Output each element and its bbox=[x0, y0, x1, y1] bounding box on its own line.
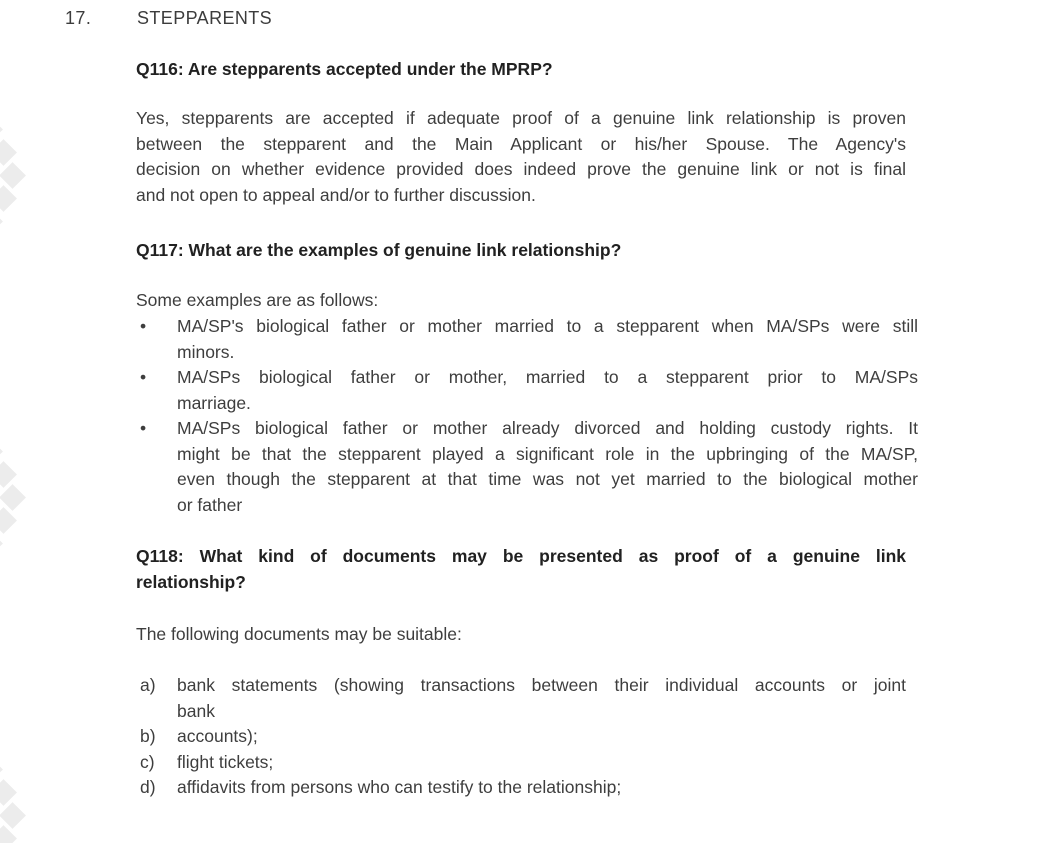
lettered-item bbox=[136, 673, 906, 724]
diamond-icon bbox=[0, 756, 3, 783]
section-title: STEPPARENTS bbox=[137, 8, 273, 28]
diamond-icon bbox=[0, 484, 26, 511]
bullet-marker: • bbox=[140, 367, 147, 387]
diamond-decoration-bottom bbox=[0, 758, 40, 843]
bullet-text: MA/SP's biological father or mother married to a stepparent when MA/SPs were still minors. bbox=[177, 316, 918, 362]
item-text: flight tickets; bbox=[177, 751, 274, 772]
diamond-icon bbox=[0, 802, 26, 829]
item-text: affidavits from persons who can testify to the relationship; bbox=[177, 777, 622, 797]
lettered-item bbox=[136, 724, 906, 750]
q118-intro: The following documents may be suitable: bbox=[136, 624, 462, 644]
diamond-decoration-top bbox=[0, 118, 40, 248]
bullet-marker: • bbox=[140, 418, 147, 438]
lettered-item bbox=[136, 750, 906, 776]
item-marker: a) bbox=[140, 675, 156, 695]
item-marker: d) bbox=[140, 777, 156, 797]
q117-heading: Q117: What are the examples of genuine link relationship? bbox=[136, 240, 622, 260]
q117-intro: Some examples are as follows: bbox=[136, 290, 379, 310]
section-number: 17. bbox=[65, 8, 92, 28]
item-text: bank statements (showing transactions between their individual accounts or joint bank bbox=[177, 675, 906, 721]
bullet-item bbox=[136, 314, 918, 365]
q116-answer: Yes, stepparents are accepted if adequate proof of a genuine link relationship is proven between the stepparent and the Main Applicant or his/her Spouse. The Agency's decision on whether evidence provided does indeed prove the genuine link or not is final and not open to appeal and/or to further discussion. bbox=[136, 108, 906, 205]
diamond-icon bbox=[0, 139, 17, 166]
diamond-icon bbox=[0, 116, 3, 143]
bullet-text: MA/SPs biological father or mother already divorced and holding custody rights. It might be that the stepparent played a significant role in the upbringing of the MA/SP, even though the stepparent at that time was not yet married to the biological mother or father bbox=[177, 418, 918, 515]
diamond-decoration-middle bbox=[0, 440, 40, 570]
diamond-icon bbox=[0, 162, 26, 189]
bullet-item bbox=[136, 365, 918, 416]
diamond-icon bbox=[0, 530, 3, 557]
diamond-icon bbox=[0, 208, 3, 235]
lettered-item bbox=[136, 775, 906, 801]
item-marker: c) bbox=[140, 751, 155, 772]
q117-bullet-list bbox=[136, 314, 918, 518]
diamond-icon bbox=[0, 185, 17, 212]
bullet-marker: • bbox=[140, 316, 147, 336]
diamond-icon bbox=[0, 825, 17, 843]
bullet-item bbox=[136, 416, 918, 518]
section-heading bbox=[65, 6, 272, 32]
diamond-icon bbox=[0, 461, 17, 488]
q118-heading: Q118: What kind of documents may be presented as proof of a genuine link relationship? bbox=[136, 546, 906, 592]
item-text: accounts); bbox=[177, 726, 258, 746]
item-marker: b) bbox=[140, 726, 156, 746]
diamond-icon bbox=[0, 438, 3, 465]
diamond-icon bbox=[0, 779, 17, 806]
q118-document-list bbox=[136, 673, 906, 801]
q116-heading: Q116: Are stepparents accepted under the MPRP? bbox=[136, 59, 553, 79]
bullet-text: MA/SPs biological father or mother, married to a stepparent prior to MA/SPs marriage. bbox=[177, 367, 918, 413]
diamond-icon bbox=[0, 507, 17, 534]
